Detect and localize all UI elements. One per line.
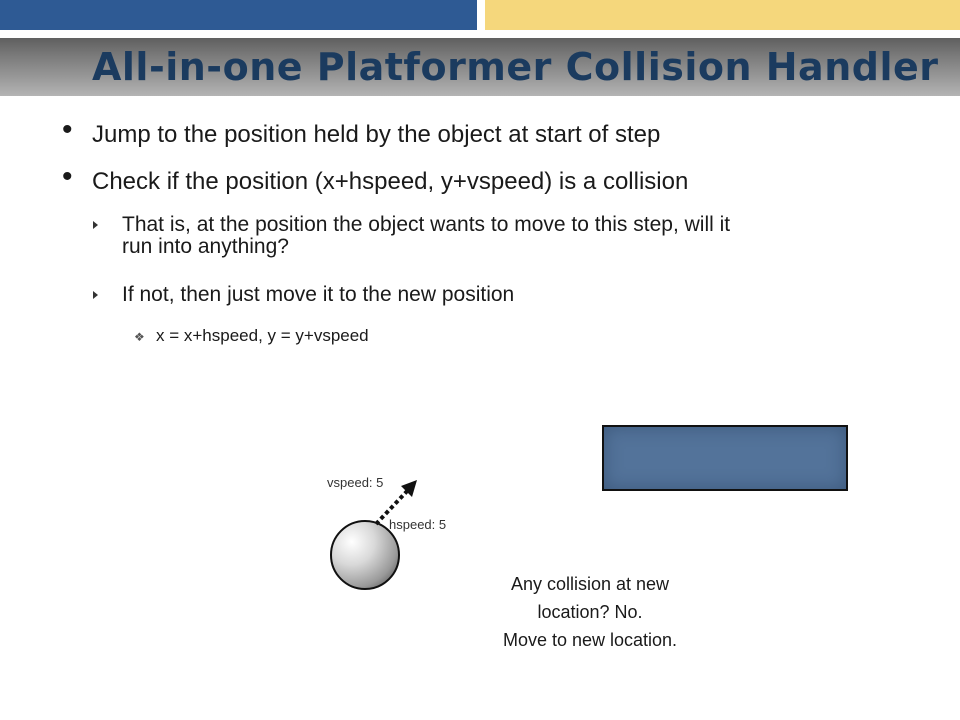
bullet-1: Jump to the position held by the object at start of step [92, 121, 661, 148]
sub-bullet-2: If not, then just move it to the new position [122, 283, 515, 306]
code-line: x = x+hspeed, y = y+vspeed [156, 326, 369, 345]
caption-line-3: Move to new location. [502, 630, 678, 650]
bullet-dot-2: • [62, 160, 73, 193]
bullet-2: Check if the position (x+hspeed, y+vspeed) is a collision [92, 168, 689, 195]
slide-title: All-in-one Platformer Collision Handler [92, 45, 939, 89]
bullet-dot-1: • [62, 113, 73, 146]
diamond-bullet-icon: ❖ [134, 330, 145, 344]
hspeed-label: hspeed: 5 [389, 517, 447, 532]
diagram-caption [460, 570, 720, 654]
header-bar-blue [0, 0, 477, 30]
sub-bullet-1-line-1: That is, at the position the object wants to move to this step, will it [122, 213, 731, 236]
sub-bullet-marker-2 [93, 291, 98, 299]
sub-bullet-1-line-2: run into anything? [122, 235, 289, 258]
vspeed-label: vspeed: 5 [327, 475, 384, 490]
sub-bullet-marker-1 [93, 221, 98, 229]
header-bar-yellow [485, 0, 960, 30]
caption-line-2: location? No. [537, 602, 643, 622]
caption-line-1: Any collision at new [510, 574, 670, 594]
platform-block [602, 425, 848, 491]
